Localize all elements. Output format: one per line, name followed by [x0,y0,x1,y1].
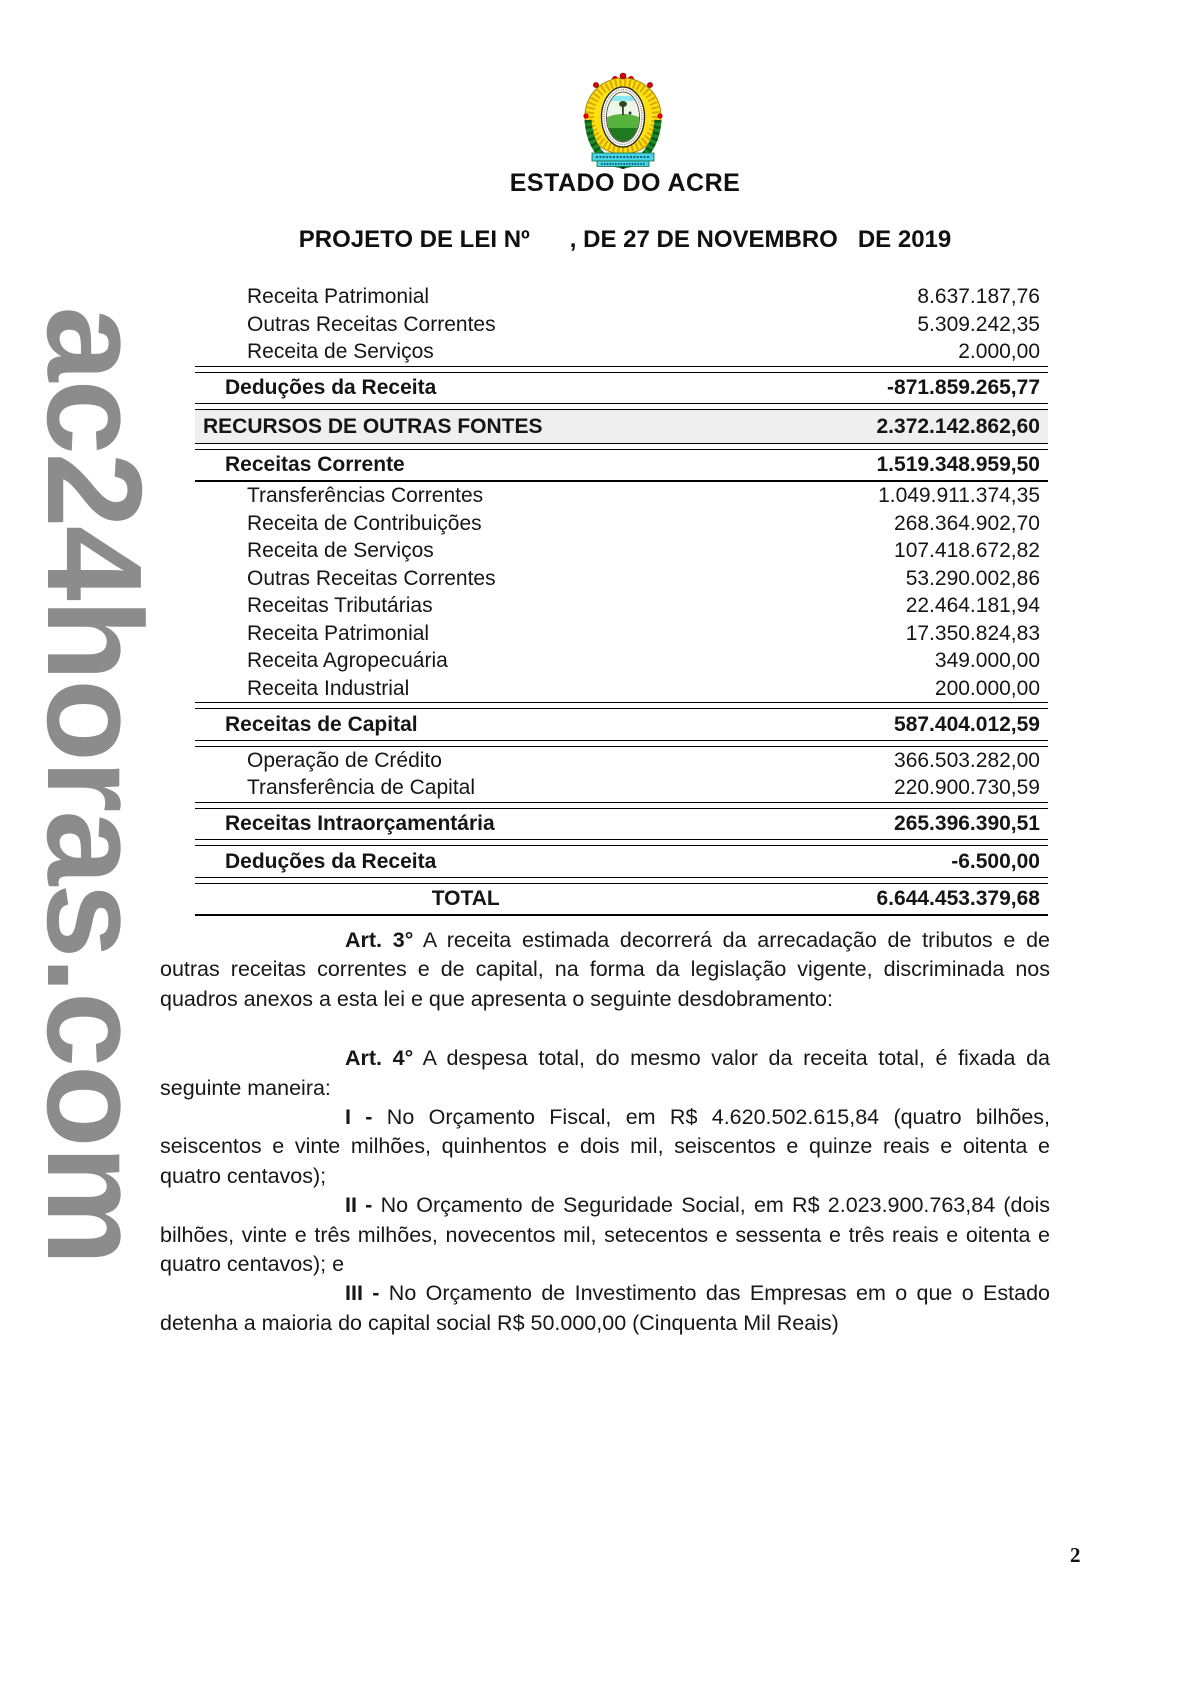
revenue-value: 22.464.181,94 [905,594,1040,617]
table-rule [195,702,1048,709]
table-row [195,592,1048,620]
revenue-label: Outras Receitas Correntes [247,312,496,336]
revenue-value: 53.290.002,86 [905,566,1040,590]
table-rule [195,802,1048,809]
revenue-value: 107.418.672,82 [894,539,1040,562]
table-rule [195,839,1048,846]
revenue-value: 1.049.911.374,35 [878,484,1040,507]
revenue-value: 268.364.902,70 [894,511,1040,535]
revenue-label: Transferência de Capital [247,776,476,799]
page-number: 2 [1070,1543,1081,1567]
table-row [195,510,1048,538]
revenue-label: Receita de Contribuições [247,511,482,535]
table-rule [195,443,1048,450]
document-title: PROJETO DE LEI Nº , DE 27 DE NOVEMBRO DE 2019 [298,226,952,253]
table-row [195,283,1048,311]
revenue-value: 1.519.348.959,50 [876,453,1040,476]
revenue-label: Deduções da Receita [225,376,437,399]
item-ii-paragraph [160,1191,1050,1279]
table-row [195,647,1048,675]
table-rule [195,740,1048,747]
article-3-label: Art. 3° [345,928,414,952]
item-ii-label: II - [345,1193,373,1218]
revenue-label: Receita de Serviços [247,340,434,363]
item-i-label: I - [345,1105,373,1130]
revenue-label: Receita Patrimonial [247,285,430,308]
revenue-label: Receitas Intraorçamentária [225,812,495,835]
item-iii-paragraph [160,1279,1050,1338]
revenue-value: 2.000,00 [958,340,1040,363]
revenue-value: 2.372.142.862,60 [876,414,1040,438]
revenue-label: Deduções da Receita [225,849,437,873]
table-row [195,809,1048,840]
acre-coat-of-arms-icon [581,72,665,169]
revenue-label: Receitas de Capital [225,712,418,736]
table-rule [195,403,1048,410]
article-3-paragraph [160,926,1050,1014]
revenue-value: 587.404.012,59 [894,712,1040,736]
article-4-paragraph [160,1044,1050,1103]
item-iii-text: No Orçamento de Investimento das Empresas em o que o Estado detenha a maioria do capital social R$ 50.000,00 (Cinquenta Mil Reais) [160,1281,1050,1335]
revenue-label: Receitas Tributárias [247,594,433,617]
revenue-label: Outras Receitas Correntes [247,566,496,590]
article-4-label: Art. 4° [345,1046,414,1071]
table-row [195,709,1048,740]
table-row-highlighted [195,410,1048,443]
item-ii-text: No Orçamento de Seguridade Social, em R$ 2.023.900.763,84 (dois bilhões, vinte e três milhões, novecentos mil, setecentos e sessenta e três reais e oitenta e quatro centavos); e [160,1193,1050,1277]
revenue-value: 8.637.187,76 [917,285,1040,308]
revenue-value: 366.503.282,00 [894,748,1040,772]
article-4-text: A despesa total, do mesmo valor da receita total, é fixada da seguinte maneira: [160,1046,1050,1100]
item-i-paragraph [160,1103,1050,1191]
revenue-value: 265.396.390,51 [894,812,1040,835]
table-rule [195,366,1048,373]
item-iii-label: III - [345,1281,380,1306]
table-row [195,620,1048,648]
table-row-total [195,884,1048,915]
revenue-value: -6.500,00 [951,849,1040,873]
state-title: ESTADO DO ACRE [509,169,741,197]
watermark-ac24horas: ac24horas.com [19,306,170,1264]
item-i-text: No Orçamento Fiscal, em R$ 4.620.502.615,84 (quatro bilhões, seiscentos e vinte milhões, quinhentos e dois mil, seiscentos e quinze reais e oitenta e quatro centavos); [160,1105,1050,1188]
revenue-label: TOTAL [431,887,500,910]
revenue-value: 17.350.824,83 [905,621,1040,645]
revenue-label: Receita Patrimonial [247,621,430,645]
table-row [195,537,1048,565]
law-articles [160,926,1050,1338]
revenue-label: Transferências Correntes [247,484,484,507]
table-row [195,675,1048,703]
table-row [195,747,1048,775]
table-row [195,565,1048,593]
revenue-label: Receitas Corrente [225,453,405,476]
revenue-label: RECURSOS DE OUTRAS FONTES [203,414,543,438]
table-row [195,846,1048,877]
revenue-value: -871.859.265,77 [887,376,1040,399]
table-row [195,373,1048,404]
revenue-label: Receita Agropecuária [247,649,448,672]
revenue-value: 200.000,00 [934,676,1040,700]
table-row [195,338,1048,366]
revenue-value: 6.644.453.379,68 [876,887,1040,910]
table-row [195,311,1048,339]
table-row [195,450,1048,481]
revenue-table [195,283,1048,916]
table-row [195,774,1048,802]
table-row [195,482,1048,510]
revenue-value: 349.000,00 [934,649,1040,672]
revenue-label: Operação de Crédito [247,748,442,772]
revenue-label: Receita de Serviços [247,539,434,562]
article-3-text: A receita estimada decorrerá da arrecadação de tributos e de outras receitas correntes e de capital, na forma da legislação vigente, discriminada nos quadros anexos a esta lei e que apresenta o seguinte desdobramento: [160,928,1050,1011]
table-rule [195,914,1048,916]
revenue-value: 220.900.730,59 [894,776,1040,799]
revenue-value: 5.309.242,35 [917,312,1040,336]
revenue-label: Receita Industrial [247,676,410,700]
table-rule [195,877,1048,884]
